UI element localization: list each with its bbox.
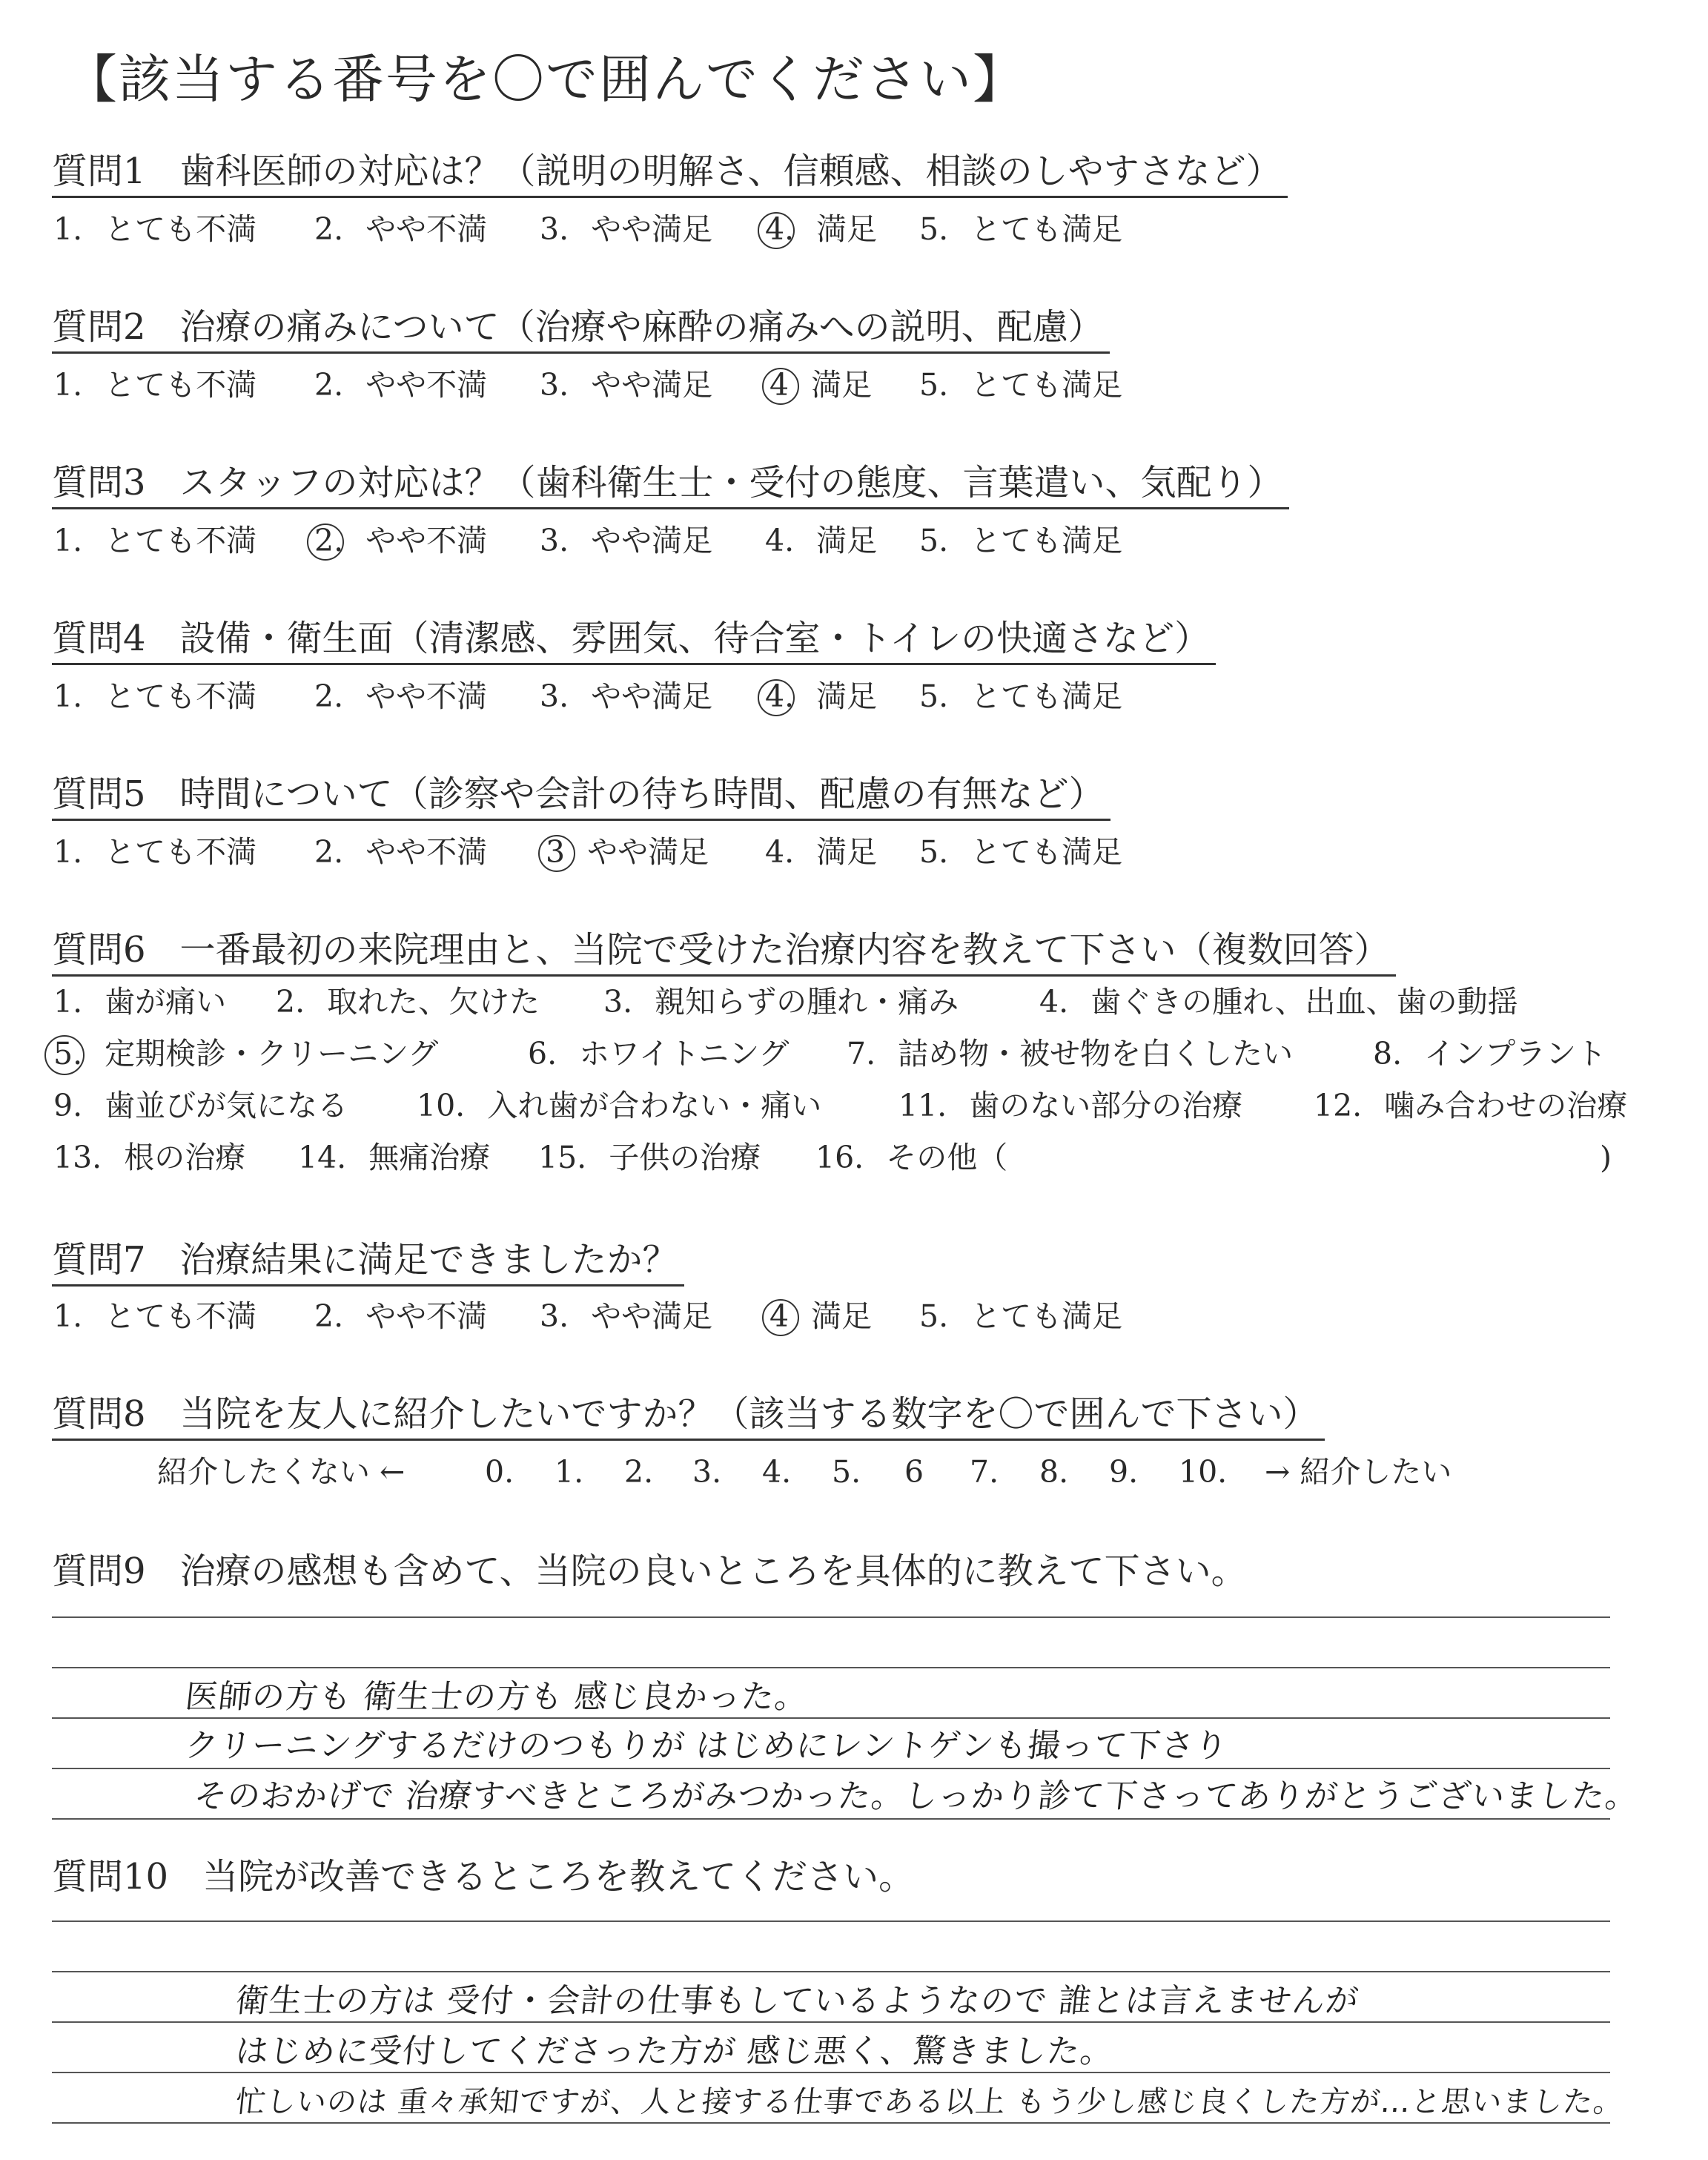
option-3[interactable]: 3. やや満足 [540,367,713,403]
question-text: 時間について（診察や会計の待ち時間、配慮の有無など） [179,773,1105,815]
option-4-selected[interactable]: 4 満足 [769,1296,872,1336]
option-11[interactable]: 11. 歯のない部分の治療 [898,1088,1243,1123]
option-3-selected[interactable]: 3 やや満足 [546,832,709,872]
option-3[interactable]: 3. やや満足 [540,1298,713,1334]
scale-right-label: → 紹介したい [1265,1454,1452,1490]
option-2[interactable]: 2. 取れた、欠けた [276,984,540,1020]
answer-line [52,1920,1610,1922]
page-title: 【該当する番号を〇で囲んでください】 [65,49,1026,110]
question-7-title [52,1237,684,1287]
answer-line [52,2072,1610,2073]
option-1[interactable]: 1. とても不満 [53,523,257,558]
option-8[interactable]: 8. インプラント [1373,1036,1607,1071]
option-13[interactable]: 13. 根の治療 [53,1140,246,1175]
option-14[interactable]: 14. 無痛治療 [298,1140,491,1175]
option-12[interactable]: 12. 噛み合わせの治療 [1314,1088,1628,1123]
option-2[interactable]: 2. やや不満 [314,211,488,247]
selection-circle: 4. [765,676,794,716]
option-1[interactable]: 1. 歯が痛い [53,984,227,1020]
question-text: 治療結果に満足できましたか？ [179,1239,678,1281]
option-2[interactable]: 2. やや不満 [314,1298,488,1334]
other-close-paren: ) [1600,1140,1612,1175]
option-3[interactable]: 3. やや満足 [540,523,713,558]
question-number: 質問8 [52,1393,146,1435]
option-16[interactable]: 16. その他（ [815,1140,1008,1175]
option-4-selected[interactable]: 4. 満足 [765,676,877,716]
scale-9[interactable]: 9. [1109,1454,1139,1490]
option-9[interactable]: 9. 歯並びが気になる [53,1088,348,1123]
answer-line [52,1768,1610,1769]
question-number: 質問10 [52,1856,169,1898]
selection-circle: 4 [769,1296,789,1336]
scale-1[interactable]: 1. [555,1454,584,1490]
option-5[interactable]: 5. とても満足 [919,367,1123,403]
question-text: スタッフの対応は？（歯科衛生士・受付の態度、言葉遣い、気配り） [179,462,1283,503]
option-3[interactable]: 3. やや満足 [540,211,713,247]
selection-circle: 6 [904,1454,924,1490]
scale-2[interactable]: 2. [624,1454,654,1490]
option-1[interactable]: 1. とても不満 [53,211,257,247]
option-1[interactable]: 1. とても不満 [53,678,257,714]
option-5[interactable]: 5. とても満足 [919,678,1123,714]
question-text: 一番最初の来院理由と、当院で受けた治療内容を教えて下さい（複数回答） [179,929,1390,971]
question-number: 質問4 [52,618,146,659]
question-text: 治療の感想も含めて、当院の良いところを具体的に教えて下さい。 [179,1550,1247,1592]
selection-circle: 4 [769,365,789,405]
option-2[interactable]: 2. やや不満 [314,834,488,870]
option-4-selected[interactable]: 4. 満足 [765,209,877,249]
option-2[interactable]: 2. やや不満 [314,367,488,403]
handwritten-answer-line: 忙しいのは 重々承知ですが、人と接する仕事である以上 もう少し感じ良くした方が…と思いました。 [234,2085,1626,2119]
option-1[interactable]: 1. とても不満 [53,367,257,403]
option-2-selected[interactable]: 2. やや不満 [314,521,487,561]
question-10-title [52,1854,920,1901]
option-2[interactable]: 2. やや不満 [314,678,488,714]
scale-3[interactable]: 3. [692,1454,722,1490]
answer-line [52,1667,1610,1668]
scale-7[interactable]: 7. [970,1454,999,1490]
handwritten-answer-line: 衛生士の方は 受付・会計の仕事もしているようなので 誰とは言えませんが [234,1982,1361,2020]
scale-10[interactable]: 10. [1179,1454,1228,1490]
handwritten-answer-line: 医師の方も 衛生士の方も 感じ良かった。 [183,1678,810,1716]
question-number: 質問9 [52,1550,146,1592]
scale-6-selected[interactable] [904,1452,924,1492]
option-3[interactable]: 3. やや満足 [540,678,713,714]
scale-8[interactable]: 8. [1039,1454,1069,1490]
question-9-title [52,1548,1253,1596]
option-3[interactable]: 3. 親知らずの腫れ・痛み [603,984,959,1020]
option-1[interactable]: 1. とても不満 [53,1298,257,1334]
question-text: 設備・衛生面（清潔感、雰囲気、待合室・トイレの快適さなど） [179,618,1211,659]
scale-4[interactable]: 4. [762,1454,792,1490]
question-3-title [52,460,1289,509]
option-6[interactable]: 6. ホワイトニング [528,1036,790,1071]
selection-circle: 3 [546,832,565,872]
option-1[interactable]: 1. とても不満 [53,834,257,870]
question-1-title [52,148,1288,198]
scale-5[interactable]: 5. [832,1454,861,1490]
handwritten-answer-line: クリーニングするだけのつもりが はじめにレントゲンも撮って下さり [183,1727,1230,1765]
question-text: 治療の痛みについて（治療や麻酔の痛みへの説明、配慮） [179,306,1104,348]
scale-0[interactable]: 0. [485,1454,514,1490]
question-number: 質問6 [52,929,146,971]
option-5-selected[interactable]: 5. 定期検診・クリーニング [53,1034,438,1074]
question-2-title [52,304,1110,354]
option-5[interactable]: 5. とても満足 [919,523,1123,558]
question-number: 質問7 [52,1239,146,1281]
answer-line [52,1818,1610,1820]
answer-line [52,2021,1610,2023]
option-5[interactable]: 5. とても満足 [919,211,1123,247]
question-8-title [52,1391,1325,1441]
question-number: 質問5 [52,773,146,815]
handwritten-answer-line: そのおかげで 治療すべきところがみつかった。しっかり診て下さってありがとうございました。 [192,1777,1641,1815]
option-4[interactable]: 4. 歯ぐきの腫れ、出血、歯の動揺 [1039,984,1518,1020]
selection-circle: 5. [53,1034,82,1074]
option-4[interactable]: 4. 満足 [765,834,878,870]
question-5-title [52,771,1110,821]
question-text: 当院が改善できるところを教えてください。 [202,1856,915,1898]
answer-line [52,1616,1610,1618]
selection-circle: 2. [314,521,343,561]
scale-left-label: 紹介したくない ← [157,1454,406,1490]
question-number: 質問1 [52,151,146,192]
option-4-selected[interactable]: 4 満足 [769,365,872,405]
option-4[interactable]: 4. 満足 [765,523,878,558]
handwritten-answer-line: はじめに受付してくださった方が 感じ悪く、驚きました。 [234,2032,1116,2070]
question-text: 歯科医師の対応は？（説明の明解さ、信頼感、相談のしやすさなど） [179,151,1282,192]
answer-line [52,1717,1610,1719]
question-4-title [52,615,1216,665]
option-5[interactable]: 5. とても満足 [919,1298,1123,1334]
option-5[interactable]: 5. とても満足 [919,834,1123,870]
question-6-title [52,927,1396,977]
selection-circle: 4. [765,209,794,249]
question-text: 当院を友人に紹介したいですか？（該当する数字を〇で囲んで下さい） [179,1393,1319,1435]
question-number: 質問2 [52,306,146,348]
option-10[interactable]: 10. 入れ歯が合わない・痛い [417,1088,822,1123]
option-15[interactable]: 15. 子供の治療 [538,1140,761,1175]
answer-line [52,2122,1610,2124]
option-7[interactable]: 7. 詰め物・被せ物を白くしたい [847,1036,1294,1071]
answer-line [52,1971,1610,1972]
question-number: 質問3 [52,462,146,503]
